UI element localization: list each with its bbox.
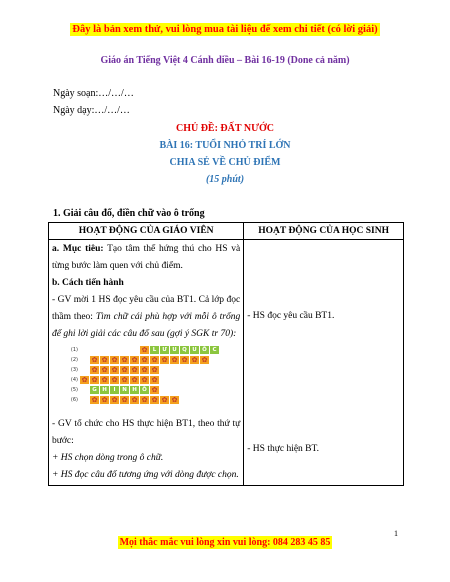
- share-heading: CHIA SẺ VỀ CHỦ ĐIỂM: [169, 157, 281, 168]
- preview-banner-text: Đây là bản xem thử, vui lòng mua tài liệu để xem chi tiết (có lời giải): [72, 24, 378, 35]
- footer-contact: [0, 537, 450, 548]
- letter-cell: I: [110, 386, 119, 394]
- flower-cell-icon: ✿: [91, 395, 98, 404]
- flower-cell-icon: ✿: [121, 375, 128, 384]
- letter-cell: Ô: [140, 386, 149, 394]
- footer-contact-text: Mọi thắc mắc vui lòng xin vui lòng: 084 283 45 85: [119, 537, 331, 548]
- puzzle-spacer: [80, 386, 89, 394]
- flower-cell-icon: ✿: [111, 355, 118, 364]
- flower-cell-icon: ✿: [111, 365, 118, 374]
- goal-text: Tạo tâm thế hứng thú cho HS và từng bước làm quen với chủ điểm.: [52, 244, 241, 271]
- teacher-step-1: [52, 292, 240, 343]
- letter-cell: N: [120, 386, 129, 394]
- preview-banner: [0, 24, 450, 35]
- flower-cell-icon: ✿: [131, 395, 138, 404]
- letter-cell: G: [90, 386, 99, 394]
- student-activities: [244, 240, 404, 486]
- student-step-1: - HS đọc yêu cầu BT1.: [247, 311, 335, 321]
- letter-cell: Q: [180, 346, 189, 354]
- puzzle-row-label: (2): [70, 356, 78, 363]
- flower-cell-icon: ✿: [121, 355, 128, 364]
- letter-cell: C: [210, 346, 219, 354]
- flower-cell-icon: ✿: [171, 395, 178, 404]
- flower-cell-icon: ✿: [141, 395, 148, 404]
- flower-cell-icon: ✿: [181, 355, 188, 364]
- flower-cell-icon: ✿: [161, 355, 168, 364]
- puzzle-row-label: (3): [70, 366, 78, 373]
- activity-table: [48, 222, 404, 486]
- flower-cell-icon: ✿: [151, 375, 158, 384]
- flower-cell-icon: ✿: [101, 375, 108, 384]
- flower-cell-icon: ✿: [131, 355, 138, 364]
- flower-cell-icon: ✿: [131, 375, 138, 384]
- header-teacher: HOẠT ĐỘNG CỦA GIÁO VIÊN: [49, 223, 244, 240]
- puzzle-row: [70, 396, 180, 404]
- flower-cell-icon: ✿: [141, 365, 148, 374]
- letter-cell: H: [130, 386, 139, 394]
- letter-cell: Ố: [200, 346, 209, 354]
- letter-cell: Ư: [160, 346, 169, 354]
- flower-cell-icon: ✿: [81, 375, 88, 384]
- letter-cell: H: [100, 386, 109, 394]
- table-row: [49, 240, 404, 486]
- flower-cell-icon: ✿: [171, 355, 178, 364]
- student-step-2: - HS thực hiện BT.: [247, 444, 319, 454]
- teacher-step-2-bullet-2: + HS đọc câu đố tương ứng với dòng được chọn.: [52, 470, 239, 480]
- flower-cell-icon: ✿: [111, 375, 118, 384]
- letter-cell: U: [170, 346, 179, 354]
- flower-cell-icon: ✿: [151, 385, 158, 394]
- table-header-row: [49, 223, 404, 240]
- goal-paragraph: [52, 241, 240, 275]
- flower-cell-icon: ✿: [111, 395, 118, 404]
- flower-cell-icon: ✿: [161, 395, 168, 404]
- lesson-heading: BÀI 16: TUỔI NHỎ TRÍ LỚN: [159, 140, 291, 151]
- crossword-puzzle-image: [52, 346, 234, 408]
- flower-cell-icon: ✿: [151, 395, 158, 404]
- teacher-step-2: - GV tổ chức cho HS thực hiện BT1, theo thứ tự bước:: [52, 419, 241, 446]
- puzzle-spacer: [80, 396, 89, 404]
- flower-cell-icon: ✿: [91, 355, 98, 364]
- date-prepared: Ngày soạn:…/…/…: [53, 88, 134, 99]
- flower-cell-icon: ✿: [121, 365, 128, 374]
- flower-cell-icon: ✿: [131, 365, 138, 374]
- flower-cell-icon: ✿: [121, 395, 128, 404]
- flower-cell-icon: ✿: [141, 345, 148, 354]
- puzzle-spacer: [80, 346, 89, 354]
- flower-cell-icon: ✿: [191, 355, 198, 364]
- flower-cell-icon: ✿: [151, 365, 158, 374]
- flower-cell-icon: ✿: [141, 375, 148, 384]
- header-student: HOẠT ĐỘNG CỦA HỌC SINH: [244, 223, 404, 240]
- puzzle-row-label: (5): [70, 386, 78, 393]
- topic-heading: CHỦ ĐỀ: ĐẤT NƯỚC: [175, 123, 275, 134]
- section-heading: 1. Giải câu đố, điền chữ vào ô trống: [53, 208, 205, 219]
- letter-cell: L: [150, 346, 159, 354]
- duration: (15 phút): [205, 174, 245, 185]
- flower-cell-icon: ✿: [91, 365, 98, 374]
- page-number: 1: [394, 529, 398, 538]
- document-title: Giáo án Tiếng Việt 4 Cánh diều – Bài 16-19 (Done cả năm): [100, 55, 350, 66]
- flower-cell-icon: ✿: [151, 355, 158, 364]
- puzzle-row-label: (6): [70, 396, 78, 403]
- method-label: b. Cách tiến hành: [52, 278, 124, 288]
- teacher-step-2-bullet-1: + HS chọn dòng trong ô chữ.: [52, 453, 164, 463]
- puzzle-row-label: (4): [70, 376, 78, 383]
- teacher-step-1-text: - GV mời 1 HS đọc yêu cầu của BT1. Cả lớp đọc thầm theo:: [52, 295, 241, 322]
- goal-label: a. Mục tiêu:: [52, 244, 104, 254]
- teacher-activities: [49, 240, 244, 486]
- letter-cell: U: [190, 346, 199, 354]
- flower-cell-icon: ✿: [91, 375, 98, 384]
- date-taught: Ngày dạy:…/…/…: [53, 105, 130, 116]
- flower-cell-icon: ✿: [101, 355, 108, 364]
- flower-cell-icon: ✿: [101, 365, 108, 374]
- flower-cell-icon: ✿: [101, 395, 108, 404]
- teacher-step-1-italic: Tìm chữ cái phù hợp với mỗi ô trống để ghi lời giải các câu đố sau (gợi ý SGK tr 70):: [52, 312, 241, 339]
- puzzle-spacer: [80, 356, 89, 364]
- flower-cell-icon: ✿: [141, 355, 148, 364]
- puzzle-row-label: (1): [70, 346, 78, 353]
- flower-cell-icon: ✿: [201, 355, 208, 364]
